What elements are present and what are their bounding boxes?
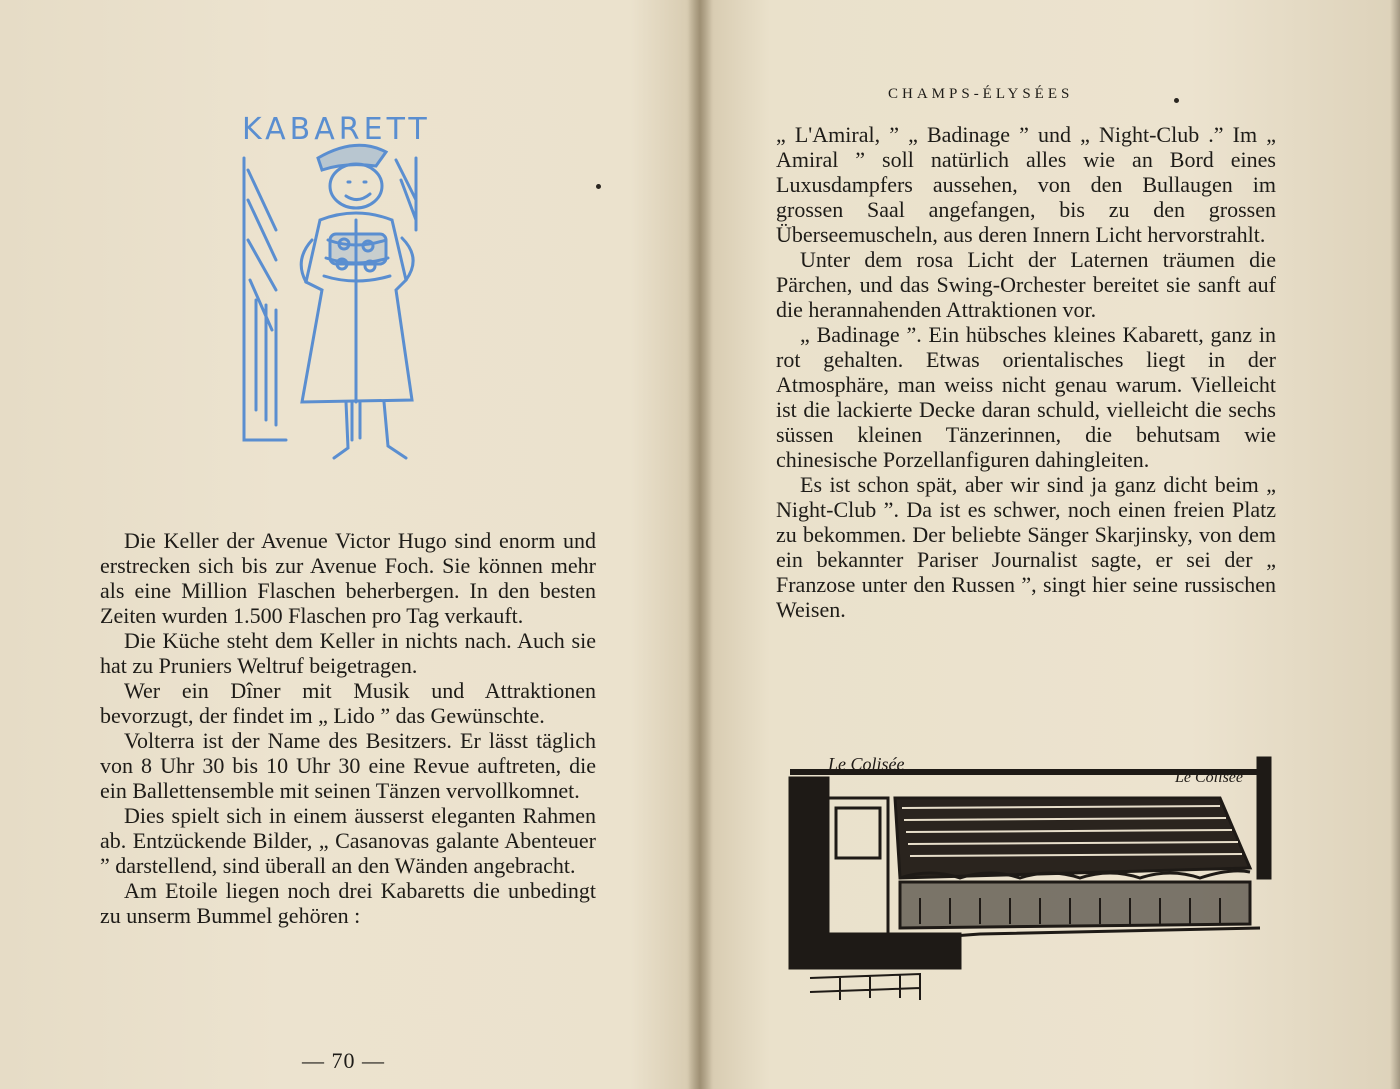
page-number: — 70 — — [302, 1048, 385, 1073]
paragraph: Am Etoile liegen noch drei Kabaretts die unbedingt zu unserm Bummel gehören : — [100, 878, 596, 928]
sign-right: Le Colisée — [1175, 769, 1243, 786]
right-body-text — [776, 122, 1276, 622]
paragraph: Die Keller der Avenue Victor Hugo sind enorm und erstrecken sich bis zur Avenue Foch. Sie können mehr als eine Million Flaschen beherbergen. In den besten Zeiten wurden 1.500 Flaschen pro Tag verkauft. — [100, 528, 596, 628]
left-page — [0, 0, 690, 1089]
paragraph: Es ist schon spät, aber wir sind ja ganz dicht beim „ Night-Club ”. Da ist es schwer, noch einen freien Platz zu bekommen. Der beliebte Sänger Skarjinsky, von dem ein bekannter Pariser Journalist sagte, er sei der „ Franzose unter den Russen ”, singt hier seine russischen Weisen. — [776, 472, 1276, 622]
paragraph: Die Küche steht dem Keller in nichts nach. Auch sie hat zu Pruniers Weltruf beigetragen. — [100, 628, 596, 678]
paragraph: Unter dem rosa Licht der Laternen träumen die Pärchen, und das Swing-Orchester bereitet sie sanft auf die herannahenden Attraktionen vor. — [776, 247, 1276, 322]
left-body-text — [100, 528, 596, 928]
paragraph: „ Badinage ”. Ein hübsches kleines Kabarett, ganz in rot gehalten. Etwas orientalisches liegt in der Atmosphäre, man weiss nicht genau warum. Vielleicht ist die lackierte Decke daran schuld, vielleicht die sechs süssen kleinen Tänzerinnen, die behutsam wie chinesische Porzellanfiguren dahingleiten. — [776, 322, 1276, 472]
ink-speck — [596, 184, 601, 189]
paragraph: Dies spielt sich in einem äusserst eleganten Rahmen ab. Entzückende Bilder, „ Casanovas galante Abenteuer ” darstellend, sind überall an den Wänden angebracht. — [100, 803, 596, 878]
sign-left: Le Colisée — [828, 754, 905, 774]
doorman-illustration — [236, 140, 456, 470]
paragraph: Wer ein Dîner mit Musik und Attraktionen bevorzugt, der findet im „ Lido ” das Gewünschte. — [100, 678, 596, 728]
paragraph: Volterra ist der Name des Besitzers. Er lässt täglich von 8 Uhr 30 bis 10 Uhr 30 eine Revue auftreten, die ein Ballettensemble mit seinen Tänzen vervollkomnet. — [100, 728, 596, 803]
paragraph: „ L'Amiral, ” „ Badinage ” und „ Night-Club .” Im „ Amiral ” soll natürlich alles wie an Bord eines Luxusdampfers aussehen, von den Bullaugen im grossen Saal angefangen, bis zu den grossen Überseemuscheln, aus deren Innern Licht hervorstrahlt. — [776, 122, 1276, 247]
book-spine — [688, 0, 712, 1089]
page-edge — [1390, 0, 1400, 1089]
cafe-storefront-illustration — [780, 748, 1280, 1010]
ink-speck — [1174, 98, 1179, 103]
illustration-title: KABARETT — [242, 112, 431, 147]
running-head: CHAMPS-ÉLYSÉES — [888, 86, 1074, 102]
